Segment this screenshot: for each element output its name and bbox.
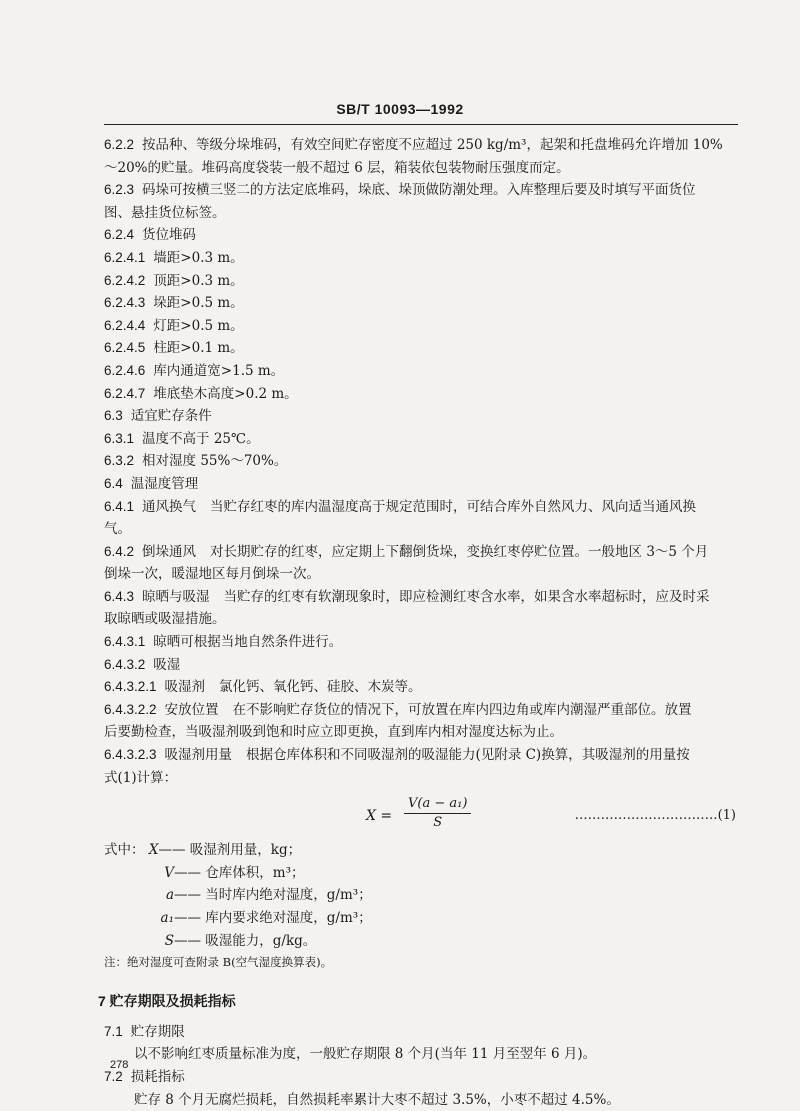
document-body	[98, 134, 736, 1111]
clause-continuation: 气。	[104, 521, 131, 538]
clause	[104, 654, 736, 677]
clause	[104, 541, 736, 564]
where-block	[104, 839, 736, 972]
formula-denominator: S	[433, 815, 443, 831]
clause-number: 6.2.2	[104, 137, 135, 152]
clause-text: 码垛可按横三竖二的方法定底堆码，垛底、垛顶做防潮处理。入库整理后要及时填写平面货位	[142, 182, 696, 199]
var-symbol: a₁	[160, 910, 174, 926]
clause-title: 贮存期限	[130, 1023, 185, 1040]
clause-continuation: ～20%的贮量。堆码高度袋装一般不超过 6 层，箱装依包装物耐压强度而定。	[104, 159, 570, 176]
clause-continuation: 取晾晒或吸湿措施。	[104, 611, 226, 628]
clause-number: 6.2.4.2	[104, 272, 146, 288]
clause-text: 库内通道宽>1.5 m。	[153, 362, 285, 379]
clause-number: 6.2.4	[104, 227, 135, 243]
clause-text: 晾晒可根据当地自然条件进行。	[153, 634, 343, 651]
clause-number: 6.4.1	[104, 498, 135, 514]
var-desc: —— 库内要求绝对湿度，g/m³；	[174, 910, 372, 926]
clause-number: 7.1	[104, 1023, 123, 1039]
clause-number: 6.4	[104, 475, 123, 491]
formula-numerator: V(a − a₁)	[404, 795, 471, 814]
standard-code-header: SB/T 10093—1992	[336, 101, 464, 117]
formula-number: ……………………………(1)	[574, 808, 736, 824]
clause-text: 墙距>0.3 m。	[153, 249, 244, 266]
var-symbol: V	[164, 864, 174, 881]
var-symbol: S	[164, 932, 174, 949]
clause-title: 损耗指标	[130, 1068, 185, 1085]
clause-number: 6.2.4.5	[104, 340, 146, 356]
clause-title: 吸湿剂	[164, 679, 206, 696]
clause-7-2	[104, 1066, 736, 1089]
clause-text: 在不影响贮存货位的情况下，可放置在库内四边角或库内潮湿严重部位。放置	[232, 701, 692, 718]
var-row	[104, 930, 736, 953]
var-symbol: X	[148, 842, 159, 859]
clause-list	[104, 134, 736, 789]
var-row	[104, 907, 736, 930]
clause-number: 6.4.3.2.1	[104, 679, 157, 695]
clause	[104, 473, 736, 496]
clause	[104, 699, 736, 722]
clause-text: 温度不高于 25℃。	[142, 430, 260, 447]
formula-fraction	[404, 795, 471, 832]
clause	[104, 450, 736, 473]
section-7-body	[104, 1021, 736, 1111]
clause-number: 6.2.4.6	[104, 362, 146, 378]
var-row	[104, 862, 736, 885]
clause-number: 6.2.4.1	[104, 249, 146, 265]
clause	[104, 337, 736, 360]
clause-number: 6.2.3	[104, 182, 135, 198]
clause-text: 根据仓库体积和不同吸湿剂的吸湿能力(见附录 C)换算，其吸湿剂的用量按	[246, 747, 690, 764]
clause-number: 6.4.3.2.2	[104, 701, 157, 717]
clause	[104, 405, 736, 428]
clause-number: 6.4.3	[104, 588, 135, 604]
clause-number: 6.4.2	[104, 543, 135, 559]
clause-continuation: 倒垛一次，暖湿地区每月倒垛一次。	[104, 566, 320, 583]
clause-text: 柱距>0.1 m。	[153, 340, 244, 357]
clause-title: 通风换气	[142, 498, 197, 515]
clause-7-1	[104, 1021, 736, 1044]
clause-number: 6.4.3.2.3	[104, 747, 157, 763]
clause-number: 6.2.4.3	[104, 295, 146, 311]
clause-number: 7.2	[104, 1068, 123, 1084]
clause-text: 氯化钙、氧化钙、硅胶、木炭等。	[219, 679, 422, 696]
clause-number: 6.2.4.4	[104, 317, 146, 333]
clause-text: 温湿度管理	[130, 475, 199, 492]
clause	[104, 247, 736, 270]
clause	[104, 428, 736, 451]
clause-continuation: 式(1)计算：	[104, 769, 178, 786]
clause-body: 贮存 8 个月无腐烂损耗，自然损耗率累计大枣不超过 3.5%，小枣不超过 4.5%。	[134, 1091, 620, 1108]
clause-title: 安放位置	[164, 701, 219, 718]
clause-number: 6.3.1	[104, 430, 135, 446]
var-desc: —— 吸湿剂用量，kg；	[158, 842, 302, 859]
clause-text: 货位堆码	[142, 227, 197, 244]
where-lead: 式中：	[104, 842, 145, 859]
clause-text: 垛距>0.5 m。	[153, 295, 244, 312]
clause-text: 当贮存的红枣有软潮现象时，即应检测红枣含水率，如果含水率超标时，应及时采	[223, 588, 710, 605]
clause	[104, 586, 736, 609]
var-desc: —— 吸湿能力，g/kg。	[174, 932, 317, 949]
var-symbol: a	[165, 887, 174, 904]
clause-text: 按品种、等级分垛堆码，有效空间贮存密度不应超过 250 kg/m³，起架和托盘堆码允许增加 10%	[142, 137, 723, 153]
formula-lhs: X =	[366, 808, 393, 825]
clause-text: 吸湿	[153, 656, 181, 673]
clause	[104, 631, 736, 654]
clause	[104, 292, 736, 315]
note: 注：绝对湿度可查附录 B(空气湿度换算表)。	[104, 955, 333, 970]
clause	[104, 383, 736, 406]
clause-text: 当贮存红枣的库内温湿度高于规定范围时，可结合库外自然风力、风向适当通风换	[210, 498, 697, 515]
page-number: 278	[110, 1059, 129, 1071]
var-desc: —— 仓库体积，m³；	[174, 864, 305, 881]
clause	[104, 360, 736, 383]
clause	[104, 676, 736, 699]
clause-number: 6.4.3.2	[104, 656, 146, 672]
clause-continuation: 后要勤检查，当吸湿剂吸到饱和时应立即更换，直到库内相对湿度达标为止。	[104, 724, 563, 741]
clause	[104, 496, 736, 519]
clause-text: 适宜贮存条件	[130, 408, 212, 425]
clause-title: 吸湿剂用量	[164, 747, 233, 764]
clause-text: 堆底垫木高度>0.2 m。	[153, 385, 298, 402]
clause-title: 晾晒与吸湿	[142, 588, 210, 605]
clause	[104, 179, 736, 202]
clause-number: 6.3.2	[104, 453, 135, 469]
section-7-heading: 7 贮存期限及损耗指标	[98, 993, 236, 1010]
clause-text: 相对湿度 55%～70%。	[142, 453, 288, 470]
var-desc: —— 当时库内绝对湿度，g/m³；	[174, 887, 372, 904]
clause	[104, 315, 736, 338]
clause	[104, 224, 736, 247]
clause-number: 6.4.3.1	[104, 634, 146, 650]
clause-text: 对长期贮存的红枣，应定期上下翻倒货垛，变换红枣停贮位置。一般地区 3～5 个月	[210, 543, 709, 560]
var-row	[104, 884, 736, 907]
clause-text: 顶距>0.3 m。	[153, 272, 244, 289]
clause-number: 6.2.4.7	[104, 385, 146, 401]
clause-text: 灯距>0.5 m。	[153, 317, 244, 334]
formula-1	[104, 795, 736, 837]
clause-title: 倒垛通风	[142, 543, 197, 560]
clause-body: 以不影响红枣质量标准为度，一般贮存期限 8 个月(当年 11 月至翌年 6 月)。	[134, 1046, 597, 1063]
clause	[104, 270, 736, 293]
clause	[104, 744, 736, 767]
where-lead-row	[104, 839, 736, 862]
clause	[104, 134, 736, 157]
clause-continuation: 图、悬挂货位标签。	[104, 204, 226, 221]
clause-number: 6.3	[104, 408, 123, 424]
header-rule	[104, 124, 738, 125]
